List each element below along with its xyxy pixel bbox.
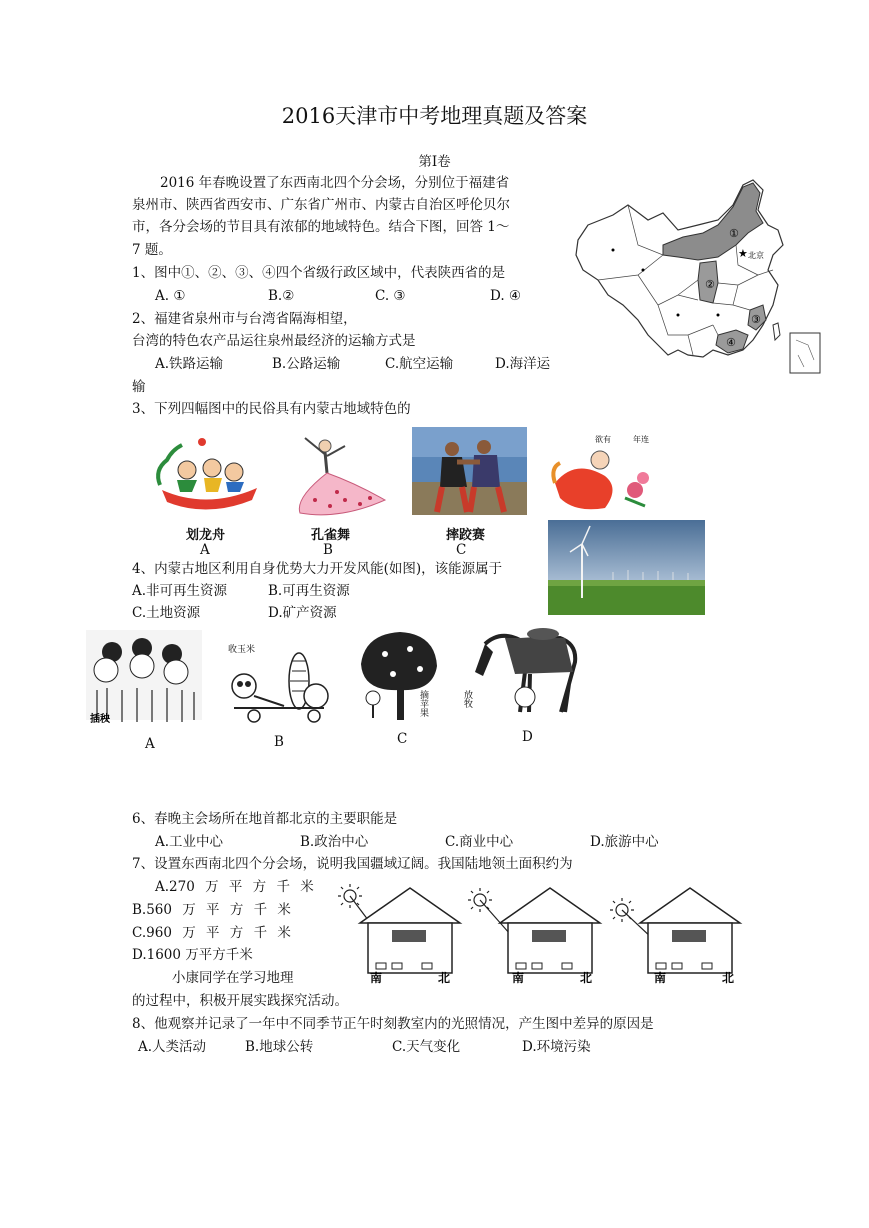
q6-option-b: B.政治中心 xyxy=(300,834,369,850)
q5-label-d: D xyxy=(522,729,533,745)
wind-turbine-photo xyxy=(548,520,705,615)
q2-stem-2: 台湾的特色农产品运往泉州最经济的运输方式是 xyxy=(132,333,416,349)
intro-line-4: 7 题。 xyxy=(132,242,172,258)
q1-option-a: A. ① xyxy=(155,288,186,304)
q2-option-c: C.航空运输 xyxy=(385,356,454,372)
q4-option-a: A.非可再生资源 xyxy=(132,583,228,599)
q5-image-transplanting xyxy=(82,630,204,748)
q5-image-harvest-corn xyxy=(214,636,344,728)
page-title: 2016天津市中考地理真题及答案 xyxy=(281,104,588,128)
q6-option-a: A.工业中心 xyxy=(155,834,224,850)
svg-text:南: 南 xyxy=(370,971,383,985)
q5-label-c: C xyxy=(397,731,408,747)
q8-option-d: D.环境污染 xyxy=(522,1039,591,1055)
map-label-3: ③ xyxy=(751,313,761,326)
q3-caption-a: 划龙舟 xyxy=(186,528,226,543)
q6-option-c: C.商业中心 xyxy=(445,834,514,850)
intro-line-2: 泉州市、陕西省西安市、广东省广州市、内蒙古自治区呼伦贝尔 xyxy=(132,197,510,213)
q7-option-a: A.270 万 平 方 千 米 xyxy=(155,879,314,895)
q5-text-a: 插秧 xyxy=(90,714,110,725)
q5-label-b: B xyxy=(274,734,284,750)
q4-stem: 4、内蒙古地区利用自身优势大力开发风能(如图)，该能源属于 xyxy=(132,561,503,577)
q4-option-b: B.可再生资源 xyxy=(268,583,350,599)
q2-option-d-cont: 输 xyxy=(132,379,146,395)
q4-option-c: C.土地资源 xyxy=(132,605,201,621)
q7-option-b: B.560 万 平 方 千 米 xyxy=(132,902,291,918)
map-label-1: ① xyxy=(729,227,739,240)
china-map xyxy=(568,175,830,380)
q7-stem: 7、设置东西南北四个分会场，说明我国疆域辽阔。我国陆地领土面积约为 xyxy=(132,856,573,872)
q6-stem: 6、春晚主会场所在地首都北京的主要职能是 xyxy=(132,811,398,827)
map-star-icon: ★ xyxy=(738,247,748,260)
q6-option-d: D.旅游中心 xyxy=(590,834,659,850)
q1-option-c: C. ③ xyxy=(375,288,406,304)
q3-image-dragon-boat xyxy=(152,430,267,520)
q8-stem: 8、他观察并记录了一年中不同季节正午时刻教室内的光照情况，产生图中差异的原因是 xyxy=(132,1016,654,1032)
q8-option-c: C.天气变化 xyxy=(392,1039,461,1055)
q3-label-c: C xyxy=(456,542,467,558)
q2-option-d: D.海洋运 xyxy=(495,356,551,372)
q5-text-c: 摘苹果 xyxy=(418,690,428,717)
q3-image-peacock-dance xyxy=(285,428,390,520)
q8-option-b: B.地球公转 xyxy=(245,1039,314,1055)
q2-option-a: A.铁路运输 xyxy=(155,356,224,372)
q7-option-d: D.1600 万平方千米 xyxy=(132,947,253,963)
house-diagram-1 xyxy=(338,884,460,985)
q2-option-b: B.公路运输 xyxy=(272,356,341,372)
q2-stem-1: 2、福建省泉州市与台湾省隔海相望， xyxy=(132,311,357,327)
sunlight-diagrams xyxy=(330,878,770,988)
house-diagram-3 xyxy=(610,888,740,985)
q4-cut-row xyxy=(132,602,392,621)
q8-option-a: A.人类活动 xyxy=(138,1039,207,1055)
map-label-beijing: 北京 xyxy=(748,251,764,260)
q3-label-b: B xyxy=(323,542,333,558)
svg-text:北: 北 xyxy=(722,971,735,985)
q3-caption-b: 孔雀舞 xyxy=(311,528,351,543)
svg-text:南: 南 xyxy=(512,971,525,985)
q5-image-herding xyxy=(462,622,585,722)
map-label-2: ② xyxy=(705,278,715,291)
q5-label-a: A xyxy=(145,736,155,752)
svg-text:欲有: 欲有 xyxy=(595,435,611,444)
q3-image-wrestling xyxy=(412,427,527,515)
svg-text:北: 北 xyxy=(438,971,451,985)
q3-label-a: A xyxy=(200,542,210,558)
q3-image-new-year-card xyxy=(545,428,660,516)
intro-line-1: 2016 年春晚设置了东西南北四个分会场，分别位于福建省 xyxy=(160,175,510,191)
intro-line-3: 市，各分会场的节目具有浓郁的地域特色。结合下图，回答 1～ xyxy=(132,219,510,235)
q5-text-b: 收玉米 xyxy=(228,645,256,655)
svg-text:南: 南 xyxy=(654,971,667,985)
q3-stem: 3、下列四幅图中的民俗具有内蒙古地域特色的 xyxy=(132,401,411,417)
q5-image-apple-picking xyxy=(355,624,445,724)
intro8-line-2: 的过程中，积极开展实践探究活动。 xyxy=(132,993,348,1009)
q7-option-c: C.960 万 平 方 千 米 xyxy=(132,925,291,941)
house-diagram-2 xyxy=(468,888,600,985)
section-heading: 第Ⅰ卷 xyxy=(418,154,451,170)
q1-stem: 1、图中①、②、③、④四个省级行政区域中，代表陕西省的是 xyxy=(132,265,506,281)
svg-text:北: 北 xyxy=(580,971,593,985)
svg-text:年连: 年连 xyxy=(633,435,649,444)
q4-option-d: D.矿产资源 xyxy=(268,605,337,621)
intro8-line-1: 小康同学在学习地理 xyxy=(172,970,294,986)
q1-option-b: B.② xyxy=(268,288,295,304)
q5-text-d: 放牧 xyxy=(462,690,472,708)
map-label-4: ④ xyxy=(726,336,736,349)
q1-option-d: D. ④ xyxy=(490,288,522,304)
q3-caption-c: 摔跤赛 xyxy=(446,528,486,543)
